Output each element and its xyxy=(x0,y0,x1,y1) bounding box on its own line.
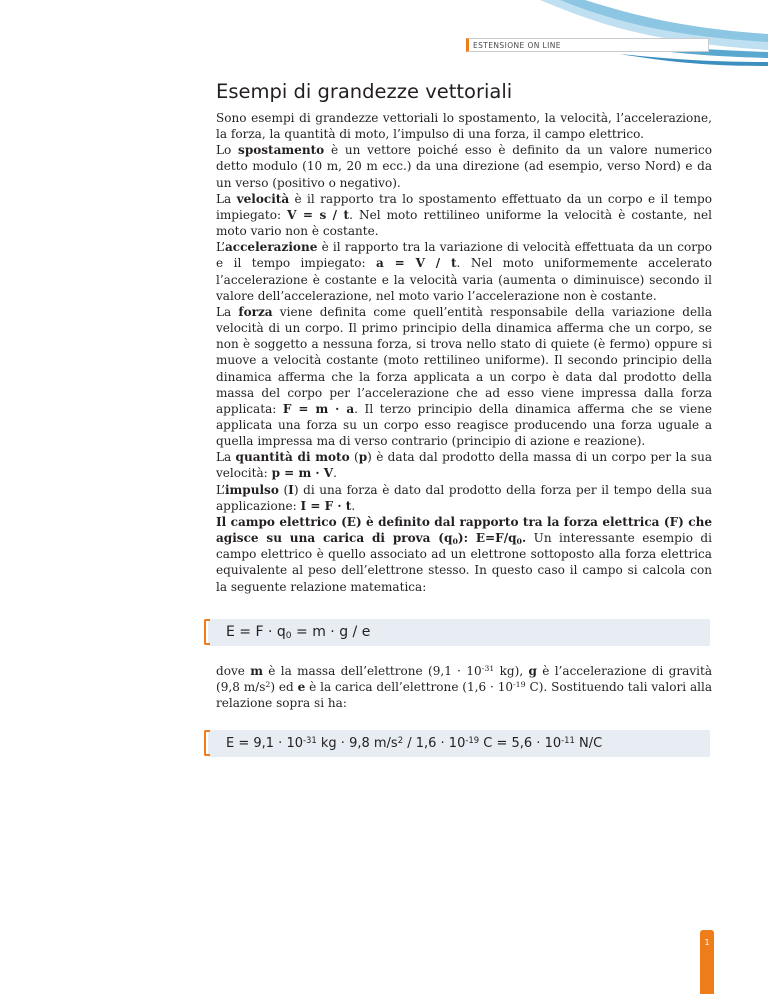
paragraph-dove: dove m è la massa dell’elettrone ($9,1 \cdot 10^{-31}$ kg), g è l’accelerazione di gravità (9,8 $m/s^2$) ed e è la carica dell’elettrone ($1,6 \cdot 10^{-19}$ C). Sostituendo tali valori alla relazione sopra si ha: xyxy=(216,664,713,711)
formula-box-1 xyxy=(208,619,710,646)
paragraph-velocita: La velocità è il rapporto tra lo spostamento effettuato da un corpo e il tempo impiegato: V = s / t. Nel moto rettilineo uniforme la velocità è costante, nel moto vario non è costante. xyxy=(216,191,712,239)
formula-field-definition: $E = F \cdot q_0 = m \cdot g / e$ xyxy=(226,624,371,641)
page-number: 1 xyxy=(704,938,710,947)
paragraph-forza: La forza viene definita come quell’entità responsabile della variazione della velocità di un corpo. Il primo principio della dinamica afferma che un corpo, se non è soggetto a nessuna forza, si trova nello stato di quiete (è fermo) oppure si muove a velocità costante (moto rettilineo uniforme). Il secondo principio della dinamica afferma che la forza applicata a un corpo è data dal prodotto della massa del corpo per l’accelerazione che ad esso viene impressa dalla forza applicata: F = m · a. Il terzo principio della dinamica afferma che se viene applicata una forza su un corpo esso reagisce producendo una forza uguale a quella impressa ma di verso contrario (principio di azione e reazione). xyxy=(216,304,713,449)
paragraph-impulso: L’impulso (I) di una forza è dato dal prodotto della forza per il tempo della sua applicazione: I = F · t. xyxy=(216,482,712,513)
paragraph-campo-elettrico: Il campo elettrico (E) è definito dal rapporto tra la forza elettrica (F) che agisce su una carica di prova $(q_0)$: $E=F/q_0$. Un interessante esempio di campo elettrico è quello associato ad un elettrone sottoposto alla forza elettrica equivalente al peso dell’elettrone stesso. In questo caso il campo si calcola con la seguente relazione matematica: xyxy=(216,514,712,594)
online-extension-tag: ESTENSIONE ON LINE xyxy=(466,38,709,52)
orange-bracket-icon xyxy=(204,619,210,645)
orange-bracket-icon xyxy=(204,730,210,756)
page-number-tab xyxy=(700,930,714,994)
formula-box-2 xyxy=(208,730,710,757)
page-title: Esempi di grandezze vettoriali xyxy=(216,80,513,103)
paragraph-quantita-di-moto: La quantità di moto (p) è data dal prodotto della massa di un corpo per la sua velocità: p = m · V. xyxy=(216,450,713,481)
body-text-after-formula xyxy=(216,663,712,711)
body-text xyxy=(216,110,712,595)
paragraph-spostamento: Lo spostamento è un vettore poiché esso è definito da un valore numerico detto modulo (10 m, 20 m ecc.) da una direzione (ad esempio, verso Nord) e da un verso (positivo o negativo). xyxy=(216,143,712,190)
formula-field-calculation: $E = 9,1 \cdot 10^{-31}$ kg · 9,8 $m/s^2 / 1,6 \cdot 10^{-19}$ $C = 5,6 \cdot 10^{-11}$ N/C xyxy=(226,735,603,751)
paragraph-accelerazione: L’accelerazione è il rapporto tra la variazione di velocità effettuata da un corpo e il tempo impiegato: a = V / t. Nel moto uniformemente accelerato l’accelerazione è costante e la velocità varia (aumenta o diminuisce) secondo il valore dell’accelerazione, nel moto vario l’accelerazione non è costante. xyxy=(216,240,712,303)
paragraph-intro: Sono esempi di grandezze vettoriali lo spostamento, la velocità, l’accelerazione, la forza, la quantità di moto, l’impulso di una forza, il campo elettrico. xyxy=(216,111,712,142)
